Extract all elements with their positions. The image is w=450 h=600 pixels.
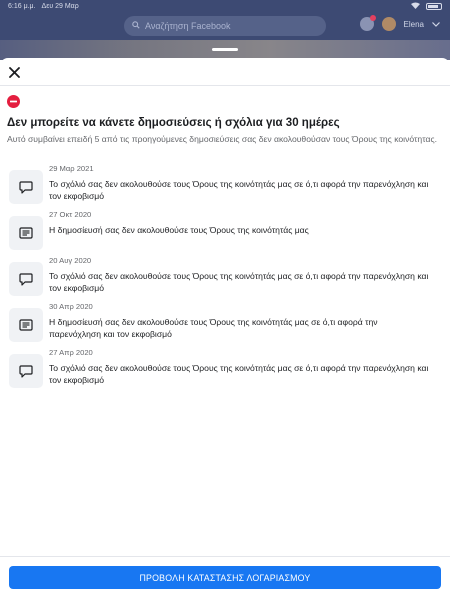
comment-icon xyxy=(9,170,43,204)
page-title: Δεν μπορείτε να κάνετε δημοσιεύσεις ή σχόλια για 30 ημέρες xyxy=(7,117,340,129)
list-item[interactable] xyxy=(9,302,441,348)
view-account-status-button[interactable]: ΠΡΟΒΟΛΗ ΚΑΤΑΣΤΑΣΗΣ ΛΟΓΑΡΙΑΣΜΟΥ xyxy=(9,566,441,589)
chevron-down-icon[interactable] xyxy=(432,20,440,29)
status-bar xyxy=(0,0,450,12)
violation-date: 27 Απρ 2020 xyxy=(49,348,93,357)
violation-text: Το σχόλιό σας δεν ακολουθούσε τους Όρους της κοινότητάς μας σε ό,τι αφορά την παρενόχληση και τον εκφοβισμό xyxy=(49,271,429,293)
violation-date: 27 Οκτ 2020 xyxy=(49,210,92,219)
violation-text: Το σχόλιό σας δεν ακολουθούσε τους Όρους της κοινότητάς μας σε ό,τι αφορά την παρενόχληση και τον εκφοβισμό xyxy=(49,363,429,385)
post-icon xyxy=(9,308,43,342)
wifi-icon xyxy=(411,2,420,11)
comment-icon xyxy=(9,262,43,296)
close-button[interactable] xyxy=(7,65,21,79)
sheet-grabber-handle[interactable] xyxy=(212,48,238,51)
facebook-header-right xyxy=(360,17,440,31)
violation-text: Η δημοσίευσή σας δεν ακολουθούσε τους Όρους της κοινότητάς μας σε ό,τι αφορά την παρενόχληση και τον εκφοβισμό xyxy=(49,317,378,339)
avatar[interactable] xyxy=(382,17,396,31)
close-icon xyxy=(9,67,20,78)
list-item[interactable] xyxy=(9,164,441,210)
list-item[interactable] xyxy=(9,210,441,256)
search-icon xyxy=(132,21,140,31)
violation-text: Το σχόλιό σας δεν ακολουθούσε τους Όρους της κοινότητάς μας σε ό,τι αφορά την παρενόχληση και τον εκφοβισμό xyxy=(49,179,429,201)
violation-text: Η δημοσίευσή σας δεν ακολουθούσε τους Όρους της κοινότητάς μας xyxy=(49,225,309,235)
page-subtitle: Αυτό συμβαίνει επειδή 5 από τις προηγούμενες δημοσιεύσεις σας δεν ακολουθούσαν τους Όρους της κοινότητας. xyxy=(7,134,437,144)
sheet-header-divider xyxy=(0,85,450,86)
comment-icon xyxy=(9,354,43,388)
background-app-header xyxy=(0,0,450,60)
violation-date: 20 Αυγ 2020 xyxy=(49,256,92,265)
messenger-icon[interactable] xyxy=(360,17,374,31)
search-placeholder: Αναζήτηση Facebook xyxy=(145,21,231,31)
facebook-search-bar[interactable] xyxy=(124,16,326,36)
status-date: Δευ 29 Μαρ xyxy=(41,2,79,10)
violations-list xyxy=(9,164,441,394)
violation-date: 29 Μαρ 2021 xyxy=(49,164,94,173)
battery-icon xyxy=(426,3,442,10)
user-name[interactable]: Elena xyxy=(403,19,424,29)
status-time: 6:16 μ.μ. xyxy=(8,2,36,10)
list-item[interactable] xyxy=(9,256,441,302)
list-item[interactable] xyxy=(9,348,441,394)
post-icon xyxy=(9,216,43,250)
violation-date: 30 Απρ 2020 xyxy=(49,302,93,311)
footer-divider xyxy=(0,556,450,557)
restriction-icon xyxy=(7,95,20,108)
